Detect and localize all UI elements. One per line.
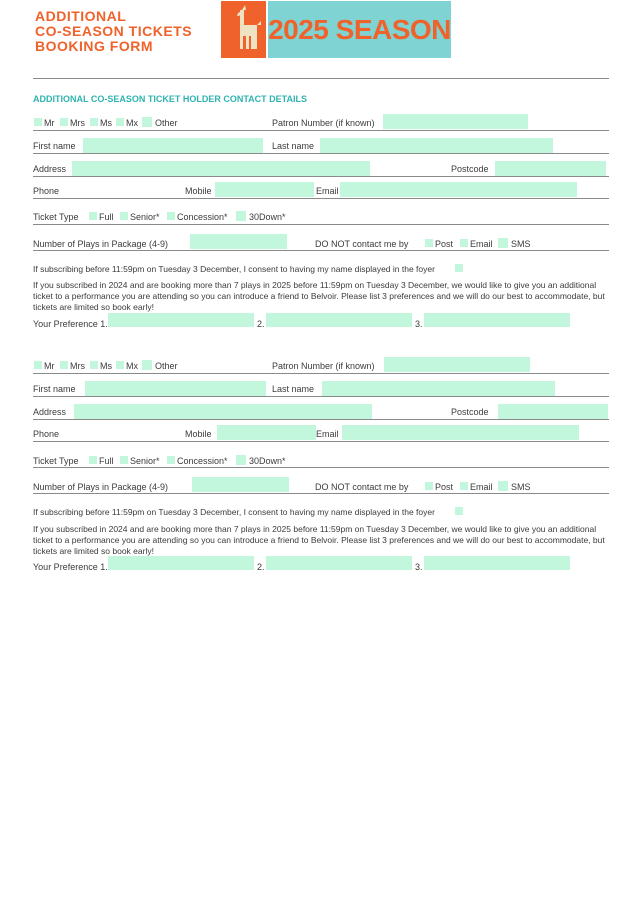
- last-name-field-2[interactable]: [322, 381, 555, 396]
- preference-2-field[interactable]: [266, 313, 412, 327]
- title-ms-checkbox[interactable]: [90, 118, 98, 126]
- patron-number-label-2: Patron Number (if known): [272, 361, 375, 371]
- consent-text: If subscribing before 11:59pm on Tuesday 3 December, I consent to having my name displayed in the foyer: [33, 264, 435, 274]
- first-name-label: First name: [33, 141, 76, 151]
- friend-paragraph: If you subscribed in 2024 and are booking more than 7 plays in 2025 before 11:59pm on Tuesday 3 December, we would like to give you an additional ticket to a performance you are attending so you can introduce a friend to Belvoir. Please list 3 preferences and we will do our best to accommodate, but tickets are limited so book early!: [33, 280, 605, 312]
- do-not-contact-label-2: DO NOT contact me by: [315, 482, 409, 492]
- row-divider: [33, 153, 609, 154]
- preference-3-label-2: 3.: [415, 562, 423, 572]
- contact-email-label-2: Email: [470, 482, 493, 492]
- title-mrs-checkbox-2[interactable]: [60, 361, 68, 369]
- title-other-checkbox[interactable]: [142, 117, 152, 127]
- ticket-full-label-2: Full: [99, 456, 114, 466]
- title-mr-label-2: Mr: [44, 361, 55, 371]
- last-name-label: Last name: [272, 141, 315, 151]
- preference-3-label: 3.: [415, 319, 423, 329]
- contact-post-checkbox[interactable]: [425, 239, 433, 247]
- title-ms-label: Ms: [100, 118, 112, 128]
- title-mr-checkbox-2[interactable]: [34, 361, 42, 369]
- first-name-field[interactable]: [83, 138, 263, 153]
- ticket-type-label: Ticket Type: [33, 212, 79, 222]
- contact-email-checkbox-2[interactable]: [460, 482, 468, 490]
- ticket-senior-checkbox-2[interactable]: [120, 456, 128, 464]
- do-not-contact-label: DO NOT contact me by: [315, 239, 409, 249]
- row-divider: [33, 493, 609, 494]
- postcode-field-2[interactable]: [498, 404, 608, 419]
- title-other-label: Other: [155, 118, 178, 128]
- title-mrs-label: Mrs: [70, 118, 85, 128]
- contact-sms-label: SMS: [511, 239, 531, 249]
- friend-paragraph-2: If you subscribed in 2024 and are booking more than 7 plays in 2025 before 11:59pm on Tuesday 3 December, we would like to give you an additional ticket to a performance you are attending so you can introduce a friend to Belvoir. Please list 3 preferences and we will do our best to accommodate, but tickets are limited so book early!: [33, 524, 605, 556]
- patron-number-field-2[interactable]: [384, 357, 530, 372]
- preference-1-label: Your Preference 1.: [33, 319, 108, 329]
- row-divider: [33, 419, 609, 420]
- phone-label: Phone: [33, 186, 60, 196]
- title-other-checkbox-2[interactable]: [142, 360, 152, 370]
- ticket-full-label: Full: [99, 212, 114, 222]
- preference-1-field-2[interactable]: [108, 556, 254, 570]
- ticket-30down-checkbox[interactable]: [236, 211, 246, 221]
- ticket-30down-label: 30Down*: [249, 212, 286, 222]
- ticket-concession-checkbox-2[interactable]: [167, 456, 175, 464]
- title-mx-label-2: Mx: [126, 361, 138, 371]
- contact-post-label: Post: [435, 239, 454, 249]
- ticket-full-checkbox[interactable]: [89, 212, 97, 220]
- postcode-label: Postcode: [451, 164, 489, 174]
- preference-1-label-2: Your Preference 1.: [33, 562, 108, 572]
- title-mrs-label-2: Mrs: [70, 361, 85, 371]
- logo: [221, 1, 266, 58]
- preference-3-field-2[interactable]: [424, 556, 570, 570]
- last-name-field[interactable]: [320, 138, 553, 153]
- title-line-1: ADDITIONAL: [35, 8, 127, 24]
- contact-sms-checkbox-2[interactable]: [498, 481, 508, 491]
- mobile-field-2[interactable]: [217, 425, 316, 440]
- postcode-label-2: Postcode: [451, 407, 489, 417]
- ticket-senior-checkbox[interactable]: [120, 212, 128, 220]
- ticket-full-checkbox-2[interactable]: [89, 456, 97, 464]
- contact-post-label-2: Post: [435, 482, 454, 492]
- contact-sms-checkbox[interactable]: [498, 238, 508, 248]
- ticket-concession-checkbox[interactable]: [167, 212, 175, 220]
- address-label: Address: [33, 164, 67, 174]
- email-field-2[interactable]: [342, 425, 579, 440]
- address-field-2[interactable]: [74, 404, 372, 419]
- mobile-field[interactable]: [215, 182, 314, 197]
- contact-sms-label-2: SMS: [511, 482, 531, 492]
- ticket-type-label-2: Ticket Type: [33, 456, 79, 466]
- plays-field-2[interactable]: [192, 477, 289, 492]
- preference-2-field-2[interactable]: [266, 556, 412, 570]
- title-line-2: CO-SEASON TICKETS: [35, 23, 193, 39]
- consent-checkbox-2[interactable]: [455, 507, 463, 515]
- row-divider: [33, 198, 609, 199]
- title-ms-checkbox-2[interactable]: [90, 361, 98, 369]
- title-mr-label: Mr: [44, 118, 55, 128]
- row-divider: [33, 176, 609, 177]
- address-label-2: Address: [33, 407, 67, 417]
- email-field[interactable]: [340, 182, 577, 197]
- row-divider: [33, 224, 609, 225]
- title-other-label-2: Other: [155, 361, 178, 371]
- address-field[interactable]: [72, 161, 370, 176]
- email-label: Email: [316, 186, 339, 196]
- title-mx-label: Mx: [126, 118, 138, 128]
- consent-checkbox[interactable]: [455, 264, 463, 272]
- section-heading: ADDITIONAL CO-SEASON TICKET HOLDER CONTACT DETAILS: [33, 94, 307, 104]
- contact-post-checkbox-2[interactable]: [425, 482, 433, 490]
- patron-number-label: Patron Number (if known): [272, 118, 375, 128]
- row-divider: [33, 396, 609, 397]
- plays-label: Number of Plays in Package (4-9): [33, 239, 169, 249]
- ticket-30down-label-2: 30Down*: [249, 456, 286, 466]
- phone-label-2: Phone: [33, 429, 60, 439]
- plays-label-2: Number of Plays in Package (4-9): [33, 482, 169, 492]
- header-divider: [33, 78, 609, 79]
- mobile-label-2: Mobile: [185, 429, 212, 439]
- ticket-30down-checkbox-2[interactable]: [236, 455, 246, 465]
- preference-2-label-2: 2.: [257, 562, 265, 572]
- form-title: [35, 9, 192, 54]
- season-label: 2025 SEASON: [268, 14, 451, 45]
- email-label-2: Email: [316, 429, 339, 439]
- mobile-label: Mobile: [185, 186, 212, 196]
- row-divider: [33, 130, 609, 131]
- row-divider: [33, 250, 609, 251]
- preference-3-field[interactable]: [424, 313, 570, 327]
- ticket-senior-label: Senior*: [130, 212, 160, 222]
- goat-icon: [221, 1, 266, 58]
- contact-email-checkbox[interactable]: [460, 239, 468, 247]
- season-banner: [268, 1, 451, 58]
- title-ms-label-2: Ms: [100, 361, 112, 371]
- row-divider: [33, 467, 609, 468]
- ticket-concession-label-2: Concession*: [177, 456, 228, 466]
- consent-text-2: If subscribing before 11:59pm on Tuesday 3 December, I consent to having my name displayed in the foyer: [33, 507, 435, 517]
- row-divider: [33, 441, 609, 442]
- plays-field[interactable]: [190, 234, 287, 249]
- row-divider: [33, 373, 609, 374]
- last-name-label-2: Last name: [272, 384, 315, 394]
- ticket-senior-label-2: Senior*: [130, 456, 160, 466]
- first-name-label-2: First name: [33, 384, 76, 394]
- ticket-concession-label: Concession*: [177, 212, 228, 222]
- first-name-field-2[interactable]: [85, 381, 266, 396]
- title-mx-checkbox-2[interactable]: [116, 361, 124, 369]
- title-mr-checkbox[interactable]: [34, 118, 42, 126]
- title-line-3: BOOKING FORM: [35, 38, 153, 54]
- title-mrs-checkbox[interactable]: [60, 118, 68, 126]
- patron-number-field[interactable]: [383, 114, 528, 129]
- contact-email-label: Email: [470, 239, 493, 249]
- postcode-field[interactable]: [495, 161, 606, 176]
- title-mx-checkbox[interactable]: [116, 118, 124, 126]
- preference-2-label: 2.: [257, 319, 265, 329]
- preference-1-field[interactable]: [108, 313, 254, 327]
